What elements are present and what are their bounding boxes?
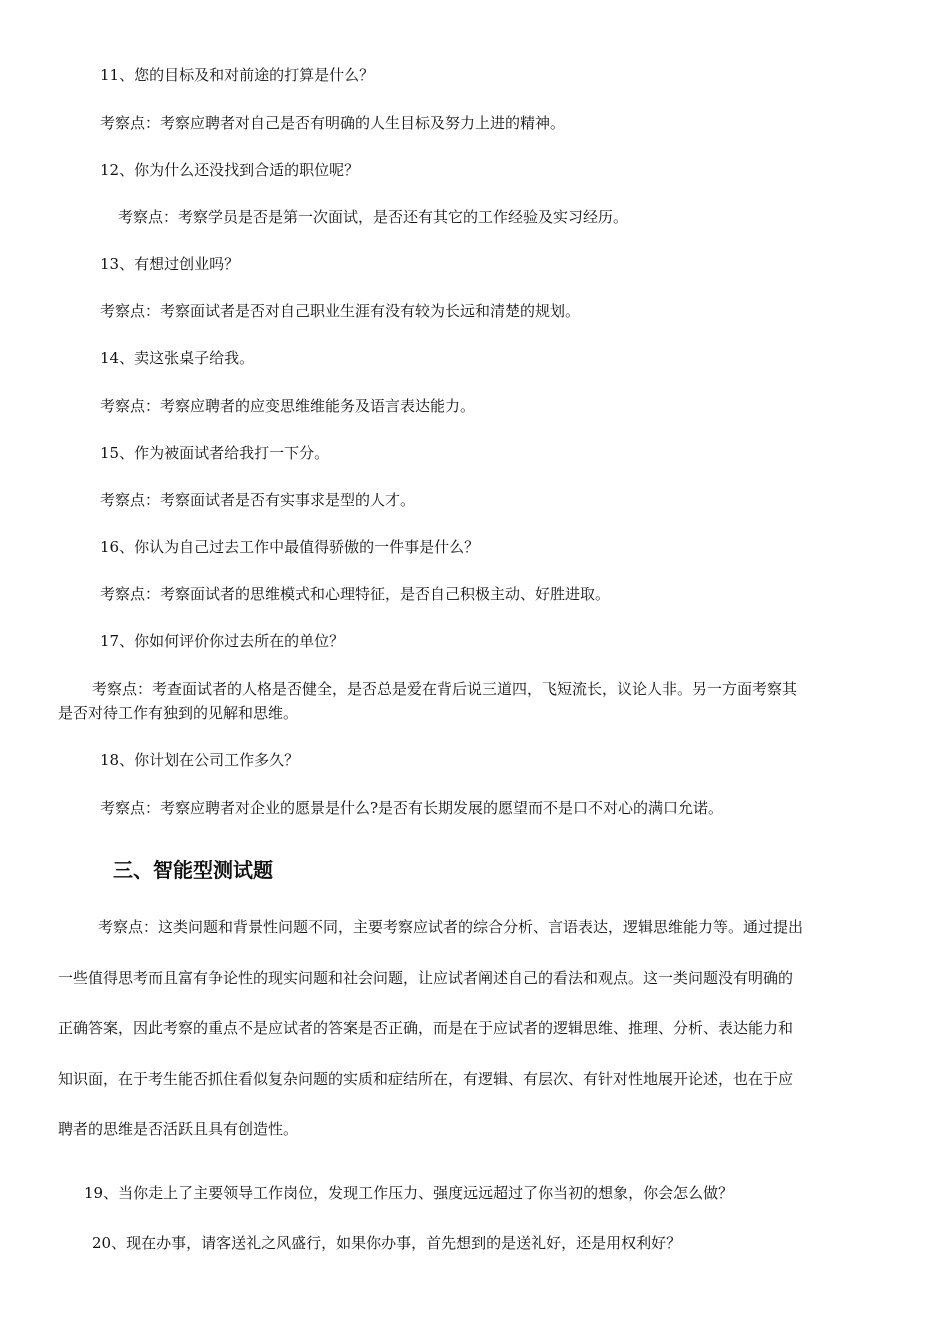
answer-14: 考察点：考察应聘者的应变思维维能务及语言表达能力。 bbox=[100, 397, 476, 415]
section-paragraph-line-3: 正确答案，因此考察的重点不是应试者的答案是否正确，而是在于应试者的逻辑思维、推理、分析、表达能力和 bbox=[58, 1019, 794, 1037]
answer-11: 考察点：考察应聘者对自己是否有明确的人生目标及努力上进的精神。 bbox=[100, 114, 566, 132]
question-19: 19、当你走上了主要领导工作岗位，发现工作压力、强度远远超过了你当初的想象，你会怎么做？ bbox=[84, 1184, 734, 1202]
question-17: 17、你如何评价你过去所在的单位？ bbox=[100, 632, 345, 650]
question-15: 15、作为被面试者给我打一下分。 bbox=[100, 444, 330, 462]
answer-12: 考察点：考察学员是否是第一次面试，是否还有其它的工作经验及实习经历。 bbox=[118, 208, 629, 226]
answer-15: 考察点：考察面试者是否有实事求是型的人才。 bbox=[100, 491, 416, 509]
question-20: 20、现在办事，请客送礼之风盛行，如果你办事，首先想到的是送礼好，还是用权利好？ bbox=[92, 1234, 682, 1252]
section-paragraph-line-2: 一些值得思考而且富有争论性的现实问题和社会问题，让应试者阐述自己的看法和观点。这一类问题没有明确的 bbox=[58, 969, 794, 987]
answer-18: 考察点：考察应聘者对企业的愿景是什么?是否有长期发展的愿望而不是口不对心的满口允诺。 bbox=[100, 799, 724, 817]
section-paragraph-line-4: 知识面，在于考生能否抓住看似复杂问题的实质和症结所在，有逻辑、有层次、有针对性地展开论述，也在于应 bbox=[58, 1070, 794, 1088]
question-11: 11、您的目标及和对前途的打算是什么？ bbox=[100, 66, 375, 84]
section-heading: 三、智能型测试题 bbox=[113, 858, 273, 882]
question-14: 14、卖这张桌子给我。 bbox=[100, 349, 255, 367]
answer-17-line-1: 考察点：考查面试者的人格是否健全，是否总是爱在背后说三道四，飞短流长，议论人非。另一方面考察其 bbox=[92, 680, 798, 698]
answer-17-line-2: 是否对待工作有独到的见解和思维。 bbox=[58, 704, 299, 722]
question-16: 16、你认为自己过去工作中最值得骄傲的一件事是什么？ bbox=[100, 538, 480, 556]
question-13: 13、有想过创业吗？ bbox=[100, 255, 240, 273]
question-12: 12、你为什么还没找到合适的职位呢？ bbox=[100, 161, 360, 179]
section-paragraph-line-5: 聘者的思维是否活跃且具有创造性。 bbox=[58, 1120, 299, 1138]
question-18: 18、你计划在公司工作多久？ bbox=[100, 751, 300, 769]
answer-16: 考察点：考察面试者的思维模式和心理特征，是否自己积极主动、好胜进取。 bbox=[100, 585, 611, 603]
section-paragraph-line-1: 考察点：这类问题和背景性问题不同，主要考察应试者的综合分析、言语表达，逻辑思维能力等。通过提出 bbox=[98, 918, 804, 936]
answer-13: 考察点：考察面试者是否对自己职业生涯有没有较为长远和清楚的规划。 bbox=[100, 302, 581, 320]
